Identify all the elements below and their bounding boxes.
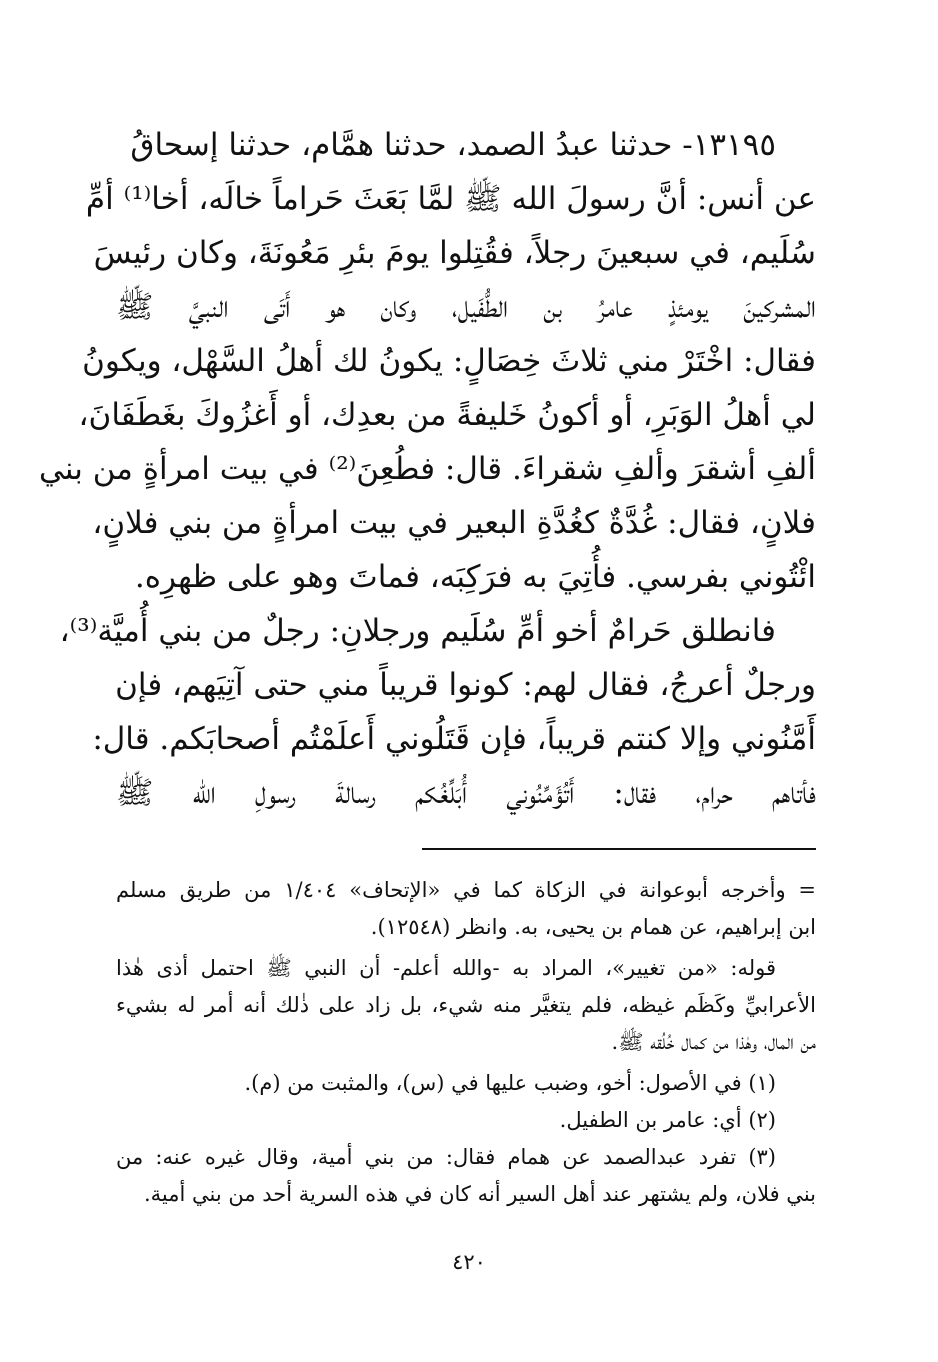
- footnote-line: ابن إبراهيم، عن همام بن يحيى، به. وانظر (١٢٥٤٨).: [370, 915, 816, 939]
- footnote-3-line: بني فلان، ولم يشتهر عند أهل السير أنه كان في هذه السرية أحد من بني أمية.: [143, 1182, 816, 1206]
- footnote-line: = وأخرجه أبوعوانة في الزكاة كما في «الإتحاف» ١/٤٠٤ من طريق مسلم: [116, 878, 816, 902]
- footnote-3-line: (٣) تفرد عبدالصمد عن همام فقال: من بني أمية، وقال غيره عنه: من: [116, 1145, 776, 1169]
- text-line: عن أنس: أنَّ رسولَ الله ﷺ لمَّا بَعَثَ حَراماً خالَه، أخا⁽¹⁾ أمِّ: [85, 181, 816, 217]
- text-line: فأتاهم حرام، فقال: أَتُؤَمِّنُوني أُبَلِّغُكم رسالةَ رسولِ الله ﷺ: [116, 775, 816, 811]
- text-line: ألفِ أشقرَ وألفِ شقراءَ. قال: فطُعِنَ⁽²⁾ في بيت امرأةٍ من بني: [39, 451, 816, 487]
- footnote-2: (٢) أي: عامر بن الطفيل.: [559, 1108, 776, 1132]
- commentary-line: قوله: «من تغيير»، المراد به -والله أعلم- أن النبي ﷺ احتمل أذى هٰذا: [116, 956, 776, 980]
- text-line: ائْتُوني بفرسي. فأُتِيَ به فرَكِبَه، فماتَ وهو على ظهرِه.: [134, 559, 816, 595]
- hadith-text: [39, 118, 816, 820]
- text-line: فانطلق حَرامٌ أخو أمِّ سُلَيم ورجلانِ: رجلٌ من بني أُميَّة⁽³⁾،: [59, 613, 776, 649]
- text-line: ورجلٌ أعرجُ، فقال لهم: كونوا قريباً مني حتى آتِيَهم، فإن: [115, 667, 816, 703]
- footnote-1: (١) في الأصول: أخو، وضبب عليها في (س)، والمثبت من (م).: [244, 1071, 776, 1095]
- text-line: لي أهلُ الوَبَرِ، أو أكونُ خَليفةً من بعدِك، أو أَغزُوكَ بغَطَفَانَ،: [78, 397, 816, 433]
- text-line: أَمَّنُوني وإلا كنتم قريباً، فإن قَتَلُوني أَعلَمْتُم أصحابَكم. قال:: [92, 721, 816, 757]
- text-line: فقال: اخْتَرْ مني ثلاثَ خِصَالٍ: يكونُ لك أهلُ السَّهْل، ويكونُ: [82, 343, 816, 379]
- commentary-line: الأعرابيِّ وكَظَم غيظه، فلم يتغيَّر منه شيء، بل زاد على ذٰلك أنه أمر له بشيء: [116, 993, 816, 1017]
- text-line: فلانٍ، فقال: غُدَّةٌ كغُدَّةِ البعير في بيت امرأةٍ من بني فلانٍ،: [92, 505, 816, 541]
- text-line: المشركينَ يومئذٍ عامرُ بن الطُّفَيل، وكان هو أَتَى النبيَّ ﷺ: [116, 289, 816, 325]
- text-line: ١٣١٩٥- حدثنا عبدُ الصمد، حدثنا همَّام، حدثنا إسحاقُ: [130, 127, 776, 163]
- commentary-line: من المال، وهٰذا من كمال خُلُقه ﷺ.: [611, 1030, 816, 1054]
- page-number: ٤٢٠: [452, 1250, 486, 1274]
- text-line: سُلَيم، في سبعينَ رجلاً، فقُتِلوا يومَ بئرِ مَعُونَةَ، وكان رئيسَ: [93, 235, 816, 271]
- footnotes: [116, 872, 816, 1213]
- footnote-separator: [422, 848, 816, 850]
